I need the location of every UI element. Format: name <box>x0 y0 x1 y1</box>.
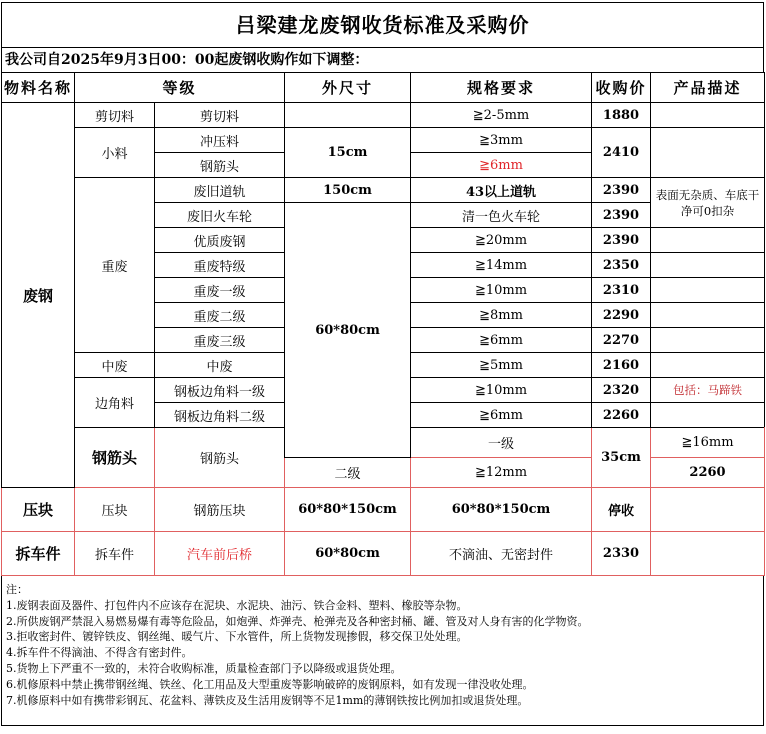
table-row <box>2 532 765 576</box>
table-row <box>2 128 765 153</box>
grade-cell: 重废三级 <box>155 328 285 353</box>
table-row <box>2 178 765 203</box>
desc-cell: 包括：马蹄铁 <box>651 378 765 403</box>
note-item: 5.货物上下严重不一致的，未符合收购标准，质量检查部门予以降级或退货处理。 <box>6 661 402 675</box>
spec-cell: ≧20mm <box>411 228 592 253</box>
desc-cell <box>651 403 765 428</box>
header-material: 物料名称 <box>2 73 75 103</box>
grade-cell: 冲压料 <box>155 128 285 153</box>
price-cell: 2260 <box>651 458 765 488</box>
spec-cell: 60*80*150cm <box>411 488 592 532</box>
grade-cell: 重废二级 <box>155 303 285 328</box>
note-item: 1.废钢表面及器件、打包件内不应该存在泥块、水泥块、油污、铁合金料、塑料、橡胶等杂物。 <box>6 598 468 612</box>
desc-cell <box>651 228 765 253</box>
desc-cell <box>651 253 765 278</box>
header-size: 外尺寸 <box>285 73 411 103</box>
spec-cell: 43以上道轨 <box>411 178 592 203</box>
grade-cell: 废旧火车轮 <box>155 203 285 228</box>
size-cell: 60*80cm <box>285 203 411 458</box>
desc-cell <box>651 303 765 328</box>
desc-cell <box>651 532 765 576</box>
price-cell: 停收 <box>592 488 651 532</box>
size-cell: 35cm <box>592 428 651 488</box>
notes-heading: 注： <box>6 583 28 596</box>
price-sheet <box>1 2 764 726</box>
category-cell: 拆车件 <box>75 532 155 576</box>
category-cell: 边角料 <box>75 378 155 428</box>
notes-section <box>1 576 764 726</box>
desc-cell <box>651 488 765 532</box>
note-item: 2.所供废钢严禁混入易燃易爆有毒等危险品，如炮弹、炸弹壳、枪弹壳及各种密封桶、罐、管及对人身有害的化学物资。 <box>6 614 589 628</box>
spec-cell: ≧6mm <box>411 403 592 428</box>
category-cell: 小料 <box>75 128 155 178</box>
spec-cell: ≧12mm <box>411 458 592 488</box>
note-item: 7.机修原料中如有携带彩钢瓦、花盆料、薄铁皮及生活用废钢等不足1mm的薄钢铁按比例加扣或退货处理。 <box>6 693 529 707</box>
price-cell: 2320 <box>592 378 651 403</box>
size-cell: 150cm <box>285 178 411 203</box>
header-price: 收购价 <box>592 73 651 103</box>
material-feigang: 废钢 <box>2 103 75 488</box>
grade-cell: 重废特级 <box>155 253 285 278</box>
grade-cell: 优质废钢 <box>155 228 285 253</box>
price-cell: 2270 <box>592 328 651 353</box>
size-cell <box>285 103 411 128</box>
spec-cell: ≧2-5mm <box>411 103 592 128</box>
grade-cell: 中废 <box>155 353 285 378</box>
table-header-row <box>2 73 765 103</box>
desc-cell <box>651 353 765 378</box>
page-title: 吕梁建龙废钢收货标准及采购价 <box>1 2 764 48</box>
desc-cell <box>651 128 765 178</box>
table-row <box>2 103 765 128</box>
note-item: 4.拆车件不得滴油、不得含有密封件。 <box>6 646 193 660</box>
grade-cell: 汽车前后桥 <box>155 532 285 576</box>
grade-cell: 一级 <box>411 428 592 458</box>
desc-cell <box>651 103 765 128</box>
header-spec: 规格要求 <box>411 73 592 103</box>
spec-cell: ≧3mm <box>411 128 592 153</box>
price-cell: 2260 <box>592 403 651 428</box>
price-cell: 1880 <box>592 103 651 128</box>
note-item: 6.机修原料中禁止携带钢丝绳、铁丝、化工用品及大型重废等影响破碎的废钢原料，如有发现一律没收处理。 <box>6 677 534 691</box>
grade-cell: 钢板边角料二级 <box>155 403 285 428</box>
grade-cell: 剪切料 <box>155 103 285 128</box>
price-cell: 2350 <box>592 253 651 278</box>
header-grade: 等级 <box>75 73 285 103</box>
grade-cell: 钢板边角料一级 <box>155 378 285 403</box>
spec-cell: ≧10mm <box>411 378 592 403</box>
size-cell: 15cm <box>285 128 411 178</box>
table-row <box>2 488 765 532</box>
price-table <box>1 72 765 576</box>
spec-cell: ≧8mm <box>411 303 592 328</box>
price-cell: 2390 <box>592 228 651 253</box>
spec-cell: ≧6mm <box>411 328 592 353</box>
grade-cell: 钢筋头 <box>155 153 285 178</box>
price-cell: 2390 <box>592 178 651 203</box>
material-gangjintou: 钢筋头 <box>75 428 155 488</box>
price-cell: 2290 <box>592 303 651 328</box>
grade-cell: 重废一级 <box>155 278 285 303</box>
note-item: 3.拒收密封件、镀锌铁皮、钢丝绳、暖气片、下水管件，所上货物发现掺假，移交保卫处处理。 <box>6 630 468 644</box>
material-yakuai: 压块 <box>2 488 75 532</box>
category-cell: 重废 <box>75 178 155 353</box>
size-cell: 60*80*150cm <box>285 488 411 532</box>
spec-cell: 清一色火车轮 <box>411 203 592 228</box>
size-cell: 60*80cm <box>285 532 411 576</box>
grade-cell: 废旧道轨 <box>155 178 285 203</box>
price-cell: 2330 <box>592 532 651 576</box>
price-cell: 2310 <box>592 278 651 303</box>
category-cell: 剪切料 <box>75 103 155 128</box>
desc-cell <box>651 328 765 353</box>
spec-cell: 不滴油、无密封件 <box>411 532 592 576</box>
header-desc: 产品描述 <box>651 73 765 103</box>
notice-line: 我公司自2025年9月3日00：00起废钢收购作如下调整： <box>1 48 764 72</box>
price-cell: 2160 <box>592 353 651 378</box>
grade-cell: 二级 <box>285 458 411 488</box>
category-cell: 钢筋头 <box>155 428 285 488</box>
grade-cell: 钢筋压块 <box>155 488 285 532</box>
desc-cell <box>651 278 765 303</box>
price-cell: 2410 <box>592 128 651 178</box>
category-cell: 压块 <box>75 488 155 532</box>
material-chaiche: 拆车件 <box>2 532 75 576</box>
price-cell: 2390 <box>592 203 651 228</box>
spec-cell: ≧6mm <box>411 153 592 178</box>
spec-cell: ≧10mm <box>411 278 592 303</box>
spec-cell: ≧5mm <box>411 353 592 378</box>
spec-cell: ≧14mm <box>411 253 592 278</box>
category-cell: 中废 <box>75 353 155 378</box>
desc-cell: 表面无杂质、车底干净可0扣杂 <box>651 178 765 228</box>
spec-cell: ≧16mm <box>651 428 765 458</box>
